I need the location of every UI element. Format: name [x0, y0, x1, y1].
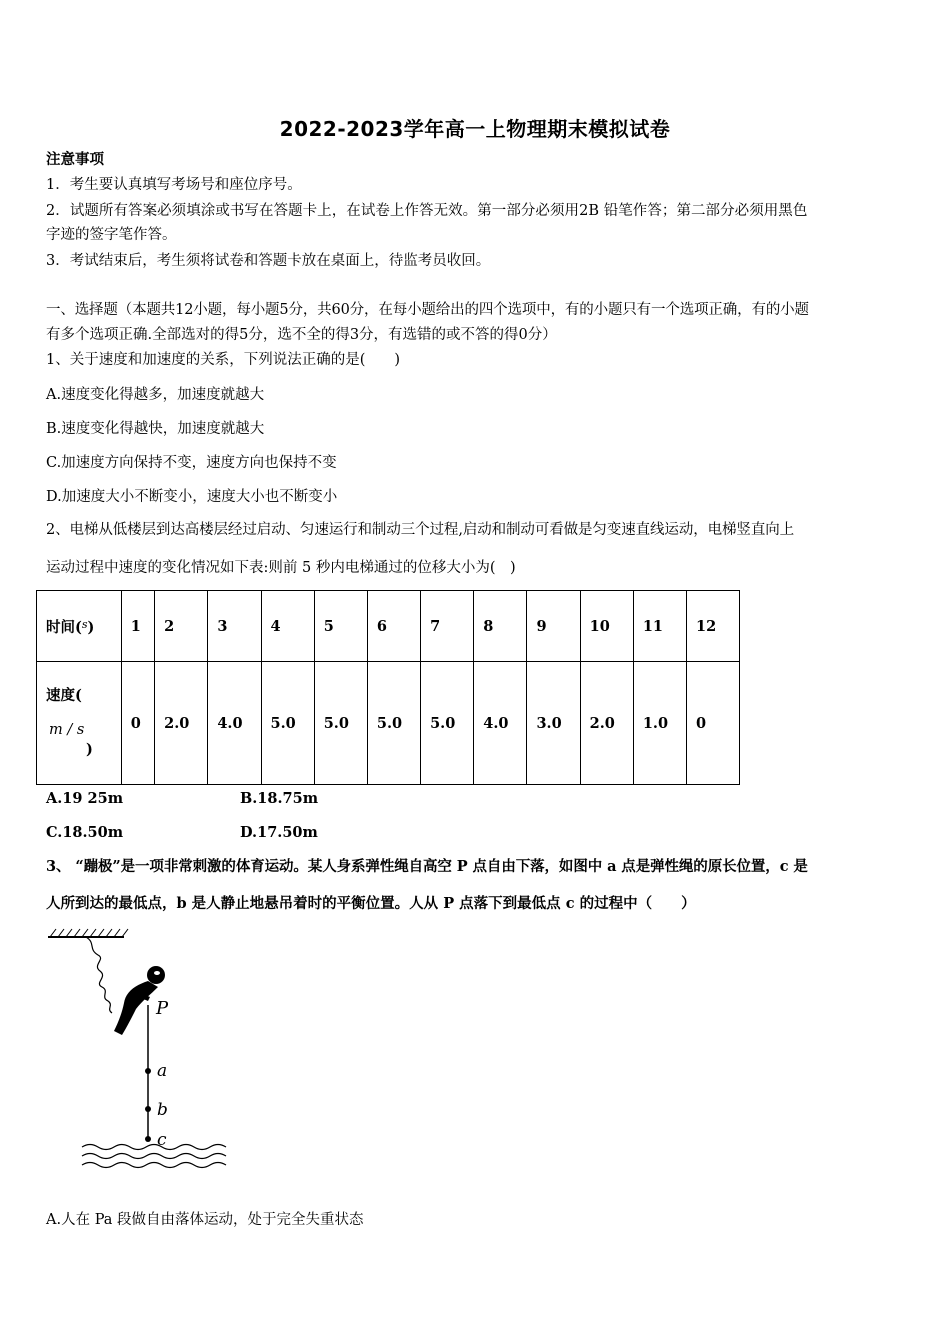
notice-item: 2．试题所有答案必须填涂或书写在答题卡上，在试卷上作答无效。第一部分必须用2B 铅笔作答；第二部分必须用黑色 [46, 203, 808, 219]
table-cell: 2.0 [155, 662, 208, 785]
table-header-cell: 速度( m / s ) [37, 662, 122, 785]
question-3-stem: 3、 “蹦极”是一项非常刺激的体育运动。某人身系弹性绳自高空 P 点自由下落，如图中 a 点是弹性绳的原长位置，c 是 [46, 858, 808, 875]
option-d: D.加速度大小不断变小，速度大小也不断变小 [46, 489, 338, 505]
label-b: b [157, 1100, 168, 1120]
table-cell: 1.0 [633, 662, 686, 785]
table-cell: 4.0 [474, 662, 527, 785]
option-d: D.17.50m [240, 824, 318, 841]
point-c [145, 1136, 151, 1142]
option-c: C.18.50m [46, 824, 124, 841]
table-header-cell: 时间($^s$) [37, 591, 122, 662]
table-cell: 5.0 [421, 662, 474, 785]
bungee-figure [40, 925, 240, 1175]
option-a: A.19 25m [46, 790, 124, 807]
table-cell: 5.0 [367, 662, 420, 785]
option-a: A.速度变化得越多，加速度就越大 [46, 387, 265, 403]
table-cell: 5 [314, 591, 367, 662]
table-cell: 11 [633, 591, 686, 662]
section-heading: 有多个选项正确.全部选对的得5分，选不全的得3分，有选错的或不答的得0分） [46, 327, 557, 343]
table-cell: 1 [121, 591, 154, 662]
table-cell: 8 [474, 591, 527, 662]
notice-heading: 注意事项 [46, 151, 104, 168]
table-cell: 5.0 [261, 662, 314, 785]
label-p: P [156, 998, 169, 1019]
question-1-stem: 1、关于速度和加速度的关系，下列说法正确的是( ) [46, 352, 401, 368]
option-b: B.速度变化得越快，加速度就越大 [46, 421, 265, 437]
question-3-stem: 人所到达的最低点，b 是人静止地悬吊着时的平衡位置。人从 P 点落下到最低点 c 的过程中（ ） [46, 895, 696, 912]
table-cell: 0 [687, 662, 740, 785]
table-cell: 7 [421, 591, 474, 662]
ceiling [48, 929, 128, 937]
point-a [145, 1068, 151, 1074]
table-cell: 12 [687, 591, 740, 662]
page-title: 2022-2023学年高一上物理期末模拟试卷 [279, 117, 671, 141]
water-waves [82, 1145, 226, 1168]
table-cell: 4 [261, 591, 314, 662]
table-row [37, 662, 740, 785]
table-cell: 9 [527, 591, 580, 662]
question-2-stem: 运动过程中速度的变化情况如下表:则前 5 秒内电梯通过的位移大小为( ) [46, 560, 516, 576]
option-b: B.18.75m [240, 790, 319, 807]
notice-item: 1．考生要认真填写考场号和座位序号。 [46, 177, 302, 193]
option-c: C.加速度方向保持不变，速度方向也保持不变 [46, 455, 337, 471]
point-b [145, 1106, 151, 1112]
table-cell: 10 [580, 591, 633, 662]
table-cell: 4.0 [208, 662, 261, 785]
table-cell: 3.0 [527, 662, 580, 785]
notice-item: 3．考试结束后，考生须将试卷和答题卡放在桌面上，待监考员收回。 [46, 253, 491, 269]
label-a: a [157, 1061, 168, 1081]
table-cell: 5.0 [314, 662, 367, 785]
bungee-cord [86, 937, 112, 1013]
notice-item: 字迹的签字笔作答。 [46, 227, 177, 243]
table-cell: 2.0 [580, 662, 633, 785]
section-heading: 一、选择题（本题共12小题，每小题5分，共60分，在每小题给出的四个选项中，有的小题只有一个选项正确，有的小题 [46, 302, 809, 318]
speed-table [36, 590, 740, 785]
table-row [37, 591, 740, 662]
table-cell: 0 [121, 662, 154, 785]
table-cell: 6 [367, 591, 420, 662]
label-c: c [157, 1130, 167, 1150]
table-cell: 2 [155, 591, 208, 662]
question-2-stem: 2、电梯从低楼层到达高楼层经过启动、匀速运行和制动三个过程,启动和制动可看做是匀变速直线运动，电梯竖直向上 [46, 522, 795, 538]
table-cell: 3 [208, 591, 261, 662]
question-3-option-a: A.人在 Pa 段做自由落体运动，处于完全失重状态 [46, 1212, 364, 1228]
